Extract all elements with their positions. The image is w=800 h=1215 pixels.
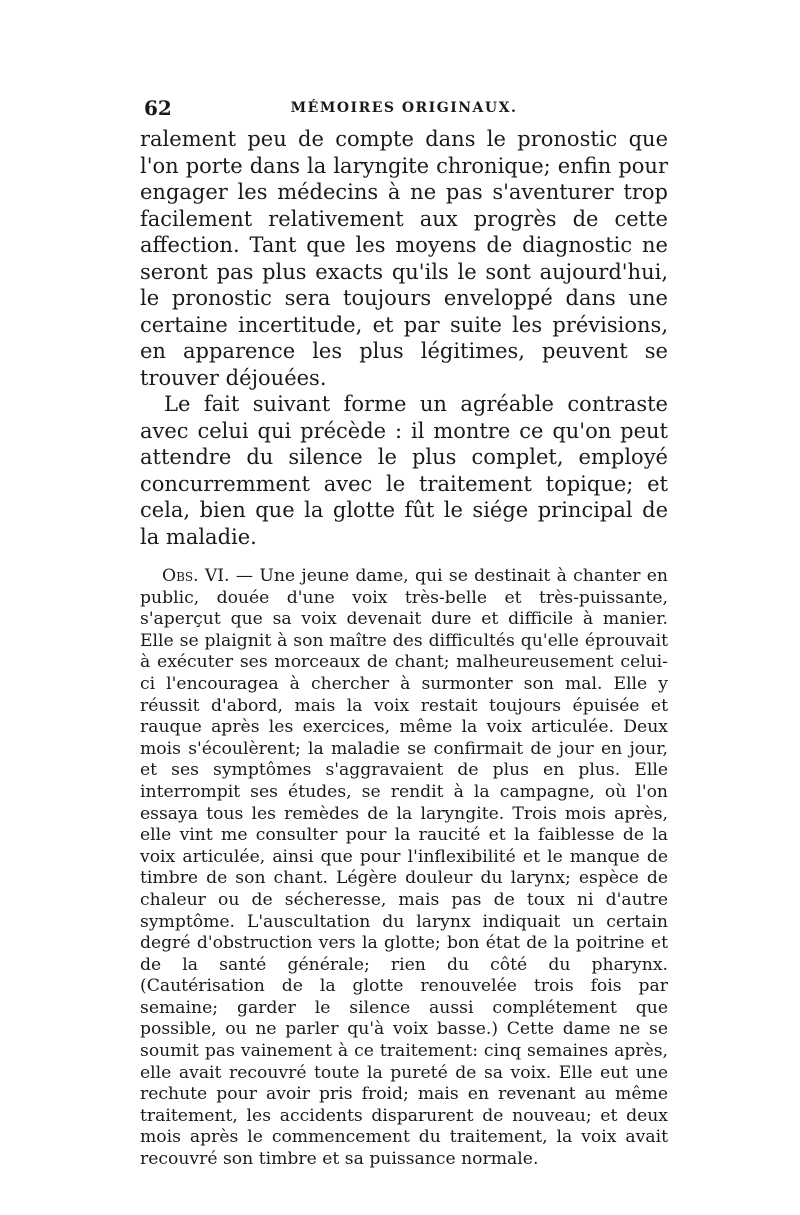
observation-paragraph — [140, 566, 668, 1171]
running-title: MÉMOIRES ORIGINAUX. — [290, 100, 518, 116]
running-head — [140, 96, 668, 126]
observation-label: Obs. VI. — [162, 566, 230, 586]
observation-text: — Une jeune dame, qui se destinait à chanter en public, douée d'une voix très-belle et très-puissante, s'aperçut que sa voix devenait dure et difficile à manier. Elle se plaignit à son maître des difficultés qu'elle éprouvait à exécuter ses morceaux de chant; malheureusement celui-ci l'encouragea à chercher à surmonter son mal. Elle y réussit d'abord, mais la voix restait toujours épuisée et rauque après les exercices, même la voix articulée. Deux mois s'écoulèrent; la maladie se confirmait de jour en jour, et ses symptômes s'aggravaient de plus en plus. Elle interrompit ses études, se rendit à la campagne, où l'on essaya tous les remèdes de la laryngite. Trois mois après, elle vint me consulter pour la raucité et la faiblesse de la voix articulée, ainsi que pour l'inflexibilité et le manque de timbre de son chant. Légère douleur du larynx; espèce de chaleur ou de sécheresse, mais pas de toux ni d'autre symptôme. L'auscultation du larynx indiquait un certain degré d'obstruction vers la glotte; bon état de la poitrine et de la santé générale; rien du côté du pharynx. (Cautérisation de la glotte renouvelée trois fois par semaine; garder le silence aussi complétement que possible, ou ne parler qu'à voix basse.) Cette dame ne se soumit pas vainement à ce traitement: cinq semaines après, elle avait recouvré toute la pureté de sa voix. Elle eut une rechute pour avoir pris froid; mais en revenant au même traitement, les accidents disparurent de nouveau; et deux mois après le commencement du traitement, la voix avait recouvré son timbre et sa puissance normale. — [140, 566, 669, 1170]
page-number: 62 — [144, 96, 172, 120]
paragraph-continuation: ralement peu de compte dans le pronostic que l'on porte dans la laryngite chronique; enfin pour engager les médecins à ne pas s'aventurer trop facilement relativement aux progrès de cette affection. Tant que les moyens de diagnostic ne seront pas plus exacts qu'ils le sont aujourd'hui, le pronostic sera toujours enveloppé dans une certaine incertitude, et par suite les prévisions, en apparence les plus légitimes, peuvent se trouver déjouées. — [140, 127, 668, 390]
main-text — [140, 126, 668, 550]
case-observation — [140, 566, 668, 1171]
paragraph-contrast: Le fait suivant forme un agréable contraste avec celui qui précède : il montre ce qu'on peut attendre du silence le plus complet, employé concurremment avec le traitement topique; et cela, bien que la glotte fût le siége principal de la maladie. — [140, 392, 668, 549]
book-page — [140, 96, 668, 1171]
